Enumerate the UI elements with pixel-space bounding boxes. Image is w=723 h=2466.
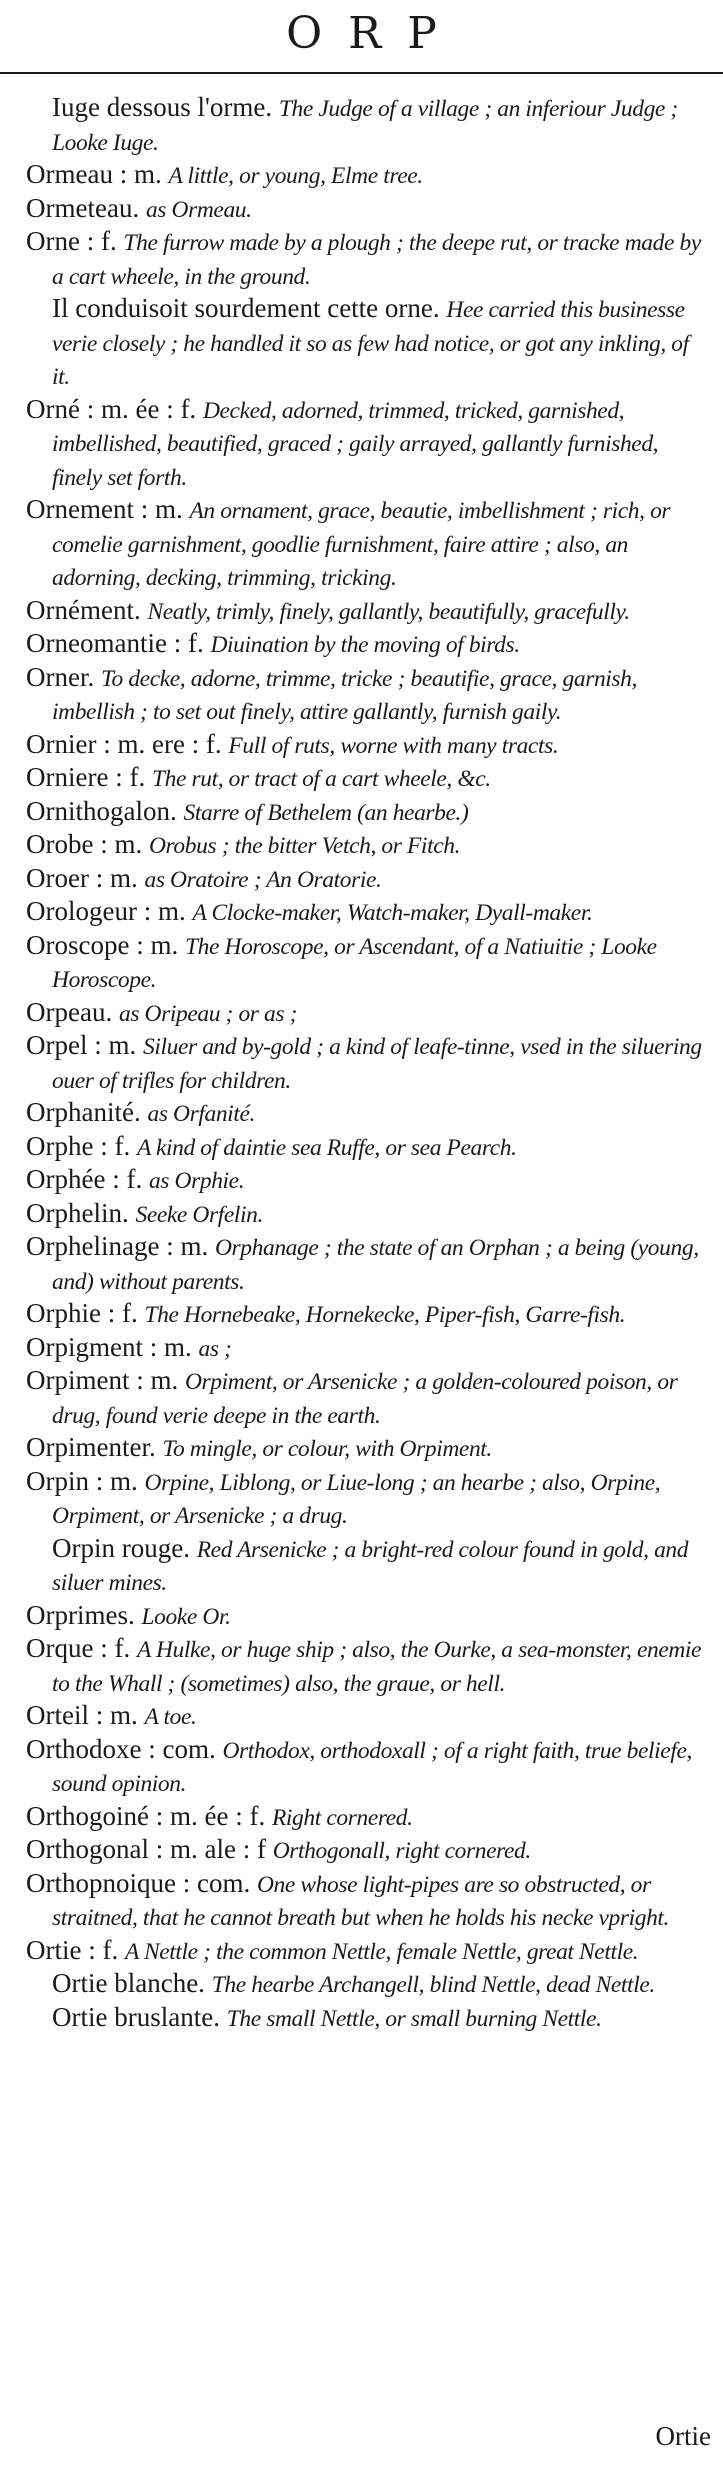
entry-headword: Orné : m. ée : f.: [26, 393, 197, 424]
entry-definition: as Oratoire ; An Oratorie.: [144, 866, 382, 893]
entry-headword: Orteil : m.: [26, 1700, 138, 1730]
dictionary-entry: [26, 1131, 704, 1165]
entry-definition: Seeke Orfelin.: [135, 1201, 263, 1228]
entry-definition: To decke, adorne, trimme, tricke ; beautifie, grace, garnish, imbellish ; to set out finely, attire gallantly, furnish gaily.: [52, 665, 637, 725]
dictionary-entry: [26, 863, 704, 897]
dictionary-entry: [26, 394, 704, 495]
entry-definition: The small Nettle, or small burning Nettle.: [226, 2005, 602, 2032]
entry-definition: One whose light-pipes are so obstructed, or straitned, that he cannot breath but when he holds his necke vpright.: [52, 1871, 670, 1931]
entry-definition: The Hornebeake, Hornekecke, Piper-fish, Garre-fish.: [144, 1302, 626, 1328]
entry-headword: Orthogoiné : m. ée : f.: [26, 1800, 266, 1831]
dictionary-entry: [26, 1700, 704, 1734]
entry-headword: Orphée : f.: [26, 1164, 143, 1194]
dictionary-entry: [26, 226, 704, 293]
entry-headword: Orphelinage : m.: [26, 1231, 209, 1261]
entry-headword: Orobe : m.: [26, 829, 143, 859]
entry-definition: The hearbe Archangell, blind Nettle, dead Nettle.: [211, 1972, 655, 1998]
dictionary-entry: [26, 595, 704, 629]
dictionary-entry: [26, 662, 704, 729]
entry-definition: Siluer and by-gold ; a kind of leafe-tinne, vsed in the siluering ouer of trifles for children.: [52, 1034, 702, 1094]
entry-headword: Ormeau : m.: [26, 159, 162, 189]
dictionary-entry: [26, 1868, 704, 1935]
entry-headword: Orpin : m.: [26, 1465, 138, 1496]
entry-definition: Looke Or.: [141, 1603, 231, 1630]
entry-definition: Full of ruts, worne with many tracts.: [228, 732, 559, 759]
entry-headword: Ortie blanche.: [52, 1968, 205, 1998]
entry-headword: Il conduisoit sourdement cette orne.: [52, 293, 440, 323]
entry-definition: Decked, adorned, trimmed, tricked, garnished, imbellished, beautified, graced ; gaily arrayed, gallantly furnished, finely set forth.: [52, 397, 659, 491]
entry-definition: The rut, or tract of a cart wheele, &c.: [151, 766, 491, 792]
entry-definition: Right cornered.: [271, 1804, 413, 1831]
entry-headword: Orprimes.: [26, 1599, 135, 1630]
entry-definition: Neatly, trimly, finely, gallantly, beautifully, gracefully.: [147, 598, 630, 625]
entry-definition: as Orphie.: [148, 1168, 245, 1194]
entry-headword: Orner.: [26, 661, 95, 692]
dictionary-entry: [26, 494, 704, 595]
entry-headword: Orpeau.: [26, 996, 113, 1027]
entry-definition: A little, or young, Elme tree.: [168, 163, 423, 189]
dictionary-entry: [26, 1298, 704, 1332]
entry-headword: Ornithogalon.: [26, 795, 177, 826]
dictionary-entry: [26, 930, 704, 997]
dictionary-entry: [26, 1332, 704, 1366]
entry-headword: Orpin rouge.: [52, 1532, 190, 1563]
catchword: Ortie: [655, 2421, 711, 2451]
entry-definition: Orpine, Liblong, or Liue-long ; an hearbe ; also, Orpine, Orpiment, or Arsenicke ; a drug.: [52, 1469, 661, 1529]
entry-definition: Hee carried this businesse verie closely ; he handled it so as few had notice, or got any inkling, of it.: [52, 297, 689, 390]
dictionary-entry: [26, 159, 704, 193]
entry-definition: Orpiment, or Arsenicke ; a golden-coloured poison, or drug, found verie deepe in the earth.: [52, 1369, 678, 1429]
entry-headword: Orne : f.: [26, 226, 117, 256]
dictionary-entry: [26, 1198, 704, 1232]
entry-definition: as Ormeau.: [145, 196, 252, 223]
entry-headword: Orphelin.: [26, 1197, 129, 1228]
entry-definition: To mingle, or colour, with Orpiment.: [162, 1436, 492, 1462]
dictionary-entry: [26, 1231, 704, 1298]
sub-entry: [26, 2002, 704, 2036]
entry-definition: Diuination by the moving of birds.: [210, 632, 520, 658]
dictionary-entry: [26, 193, 704, 227]
entry-definition: as Orfanité.: [147, 1101, 255, 1127]
entry-definition: Orphanage ; the state of an Orphan ; a being (young, and) without parents.: [52, 1235, 699, 1295]
entry-definition: A Clocke-maker, Watch-maker, Dyall-maker.: [192, 900, 593, 926]
running-head: ORP: [286, 8, 463, 59]
dictionary-entry: [26, 729, 704, 763]
entry-definition: A toe.: [144, 1704, 197, 1730]
dictionary-entry: [26, 796, 704, 830]
dictionary-entry: [26, 1801, 704, 1835]
entry-headword: Orthopnoique : com.: [26, 1867, 251, 1898]
entry-headword: Orologeur : m.: [26, 896, 186, 926]
sub-entry: [26, 1533, 704, 1600]
dictionary-entry: [26, 1097, 704, 1131]
entry-definition: Orobus ; the bitter Vetch, or Fitch.: [148, 833, 461, 859]
dictionary-entry: [26, 997, 704, 1031]
dictionary-entry: [26, 1600, 704, 1634]
dictionary-entry: [26, 896, 704, 930]
dictionary-entry: [26, 1432, 704, 1466]
entry-headword: Orniere : f.: [26, 762, 146, 792]
entry-definition: Orthogonall, right cornered.: [272, 1838, 531, 1864]
entry-headword: Orque : f.: [26, 1633, 131, 1663]
entry-headword: Oroer : m.: [26, 862, 138, 893]
header-rule: [0, 72, 723, 74]
entry-headword: Orphe : f.: [26, 1130, 131, 1161]
entry-headword: Orphanité.: [26, 1097, 141, 1127]
entry-headword: Orpiment : m.: [26, 1365, 179, 1395]
dictionary-entry: [26, 1734, 704, 1801]
dictionary-entry: [26, 829, 704, 863]
entry-definition: The furrow made by a plough ; the deepe rut, or tracke made by a cart wheele, in the ground.: [52, 230, 701, 290]
entry-headword: Orpigment : m.: [26, 1331, 192, 1362]
entry-definition: Starre of Bethelem (an hearbe.): [183, 799, 469, 826]
sub-entry: [26, 92, 704, 159]
entry-headword: Oroscope : m.: [26, 929, 179, 960]
dictionary-entry: [26, 1834, 704, 1868]
dictionary-entry: [26, 1466, 704, 1533]
entry-definition: An ornament, grace, beautie, imbellishment ; rich, or comelie garnishment, goodlie furnishment, faire attire ; also, an adorning, decking, trimming, tricking.: [52, 498, 671, 591]
entry-definition: as Oripeau ; or as ;: [118, 1000, 298, 1027]
entry-headword: Ortie : f.: [26, 1934, 119, 1965]
entry-definition: A Hulke, or huge ship ; also, the Ourke, a sea-monster, enemie to the Whall ; (sometimes) also, the graue, or hell.: [52, 1637, 702, 1697]
entry-headword: Orpimenter.: [26, 1432, 156, 1462]
dictionary-entry: [26, 762, 704, 796]
entry-headword: Orthogonal : m. ale : f: [26, 1834, 266, 1864]
entry-headword: Ornement : m.: [26, 494, 183, 524]
dictionary-entry: [26, 1164, 704, 1198]
entry-definition: Orthodox, orthodoxall ; of a right faith, true beliefe, sound opinion.: [52, 1737, 692, 1797]
dictionary-entry: [26, 1030, 704, 1097]
entry-definition: The Horoscope, or Ascendant, of a Natiuitie ; Looke Horoscope.: [52, 933, 657, 993]
entry-definition: A Nettle ; the common Nettle, female Nettle, great Nettle.: [124, 1938, 639, 1965]
entry-definition: Red Arsenicke ; a bright-red colour found in gold, and siluer mines.: [52, 1536, 689, 1596]
entry-headword: Ortie bruslante.: [52, 2001, 220, 2032]
dictionary-entry: [26, 1365, 704, 1432]
entry-headword: Ormeteau.: [26, 192, 140, 223]
entry-headword: Ornément.: [26, 594, 141, 625]
sub-entry: [26, 293, 704, 394]
dictionary-entry: [26, 628, 704, 662]
entry-headword: Orthodoxe : com.: [26, 1733, 216, 1764]
entry-definition: A kind of daintie sea Ruffe, or sea Pearch.: [136, 1134, 517, 1161]
entry-list: [26, 92, 704, 2035]
entry-headword: Iuge dessous l'orme.: [52, 92, 273, 122]
entry-definition: The Judge of a village ; an inferiour Judge ; Looke Iuge.: [52, 96, 678, 156]
entry-definition: as ;: [198, 1335, 232, 1362]
dictionary-entry: [26, 1633, 704, 1700]
entry-headword: Orpel : m.: [26, 1030, 137, 1060]
entry-headword: Orneomantie : f.: [26, 628, 204, 658]
sub-entry: [26, 1968, 704, 2002]
entry-headword: Orphie : f.: [26, 1298, 138, 1328]
entry-headword: Ornier : m. ere : f.: [26, 728, 222, 759]
dictionary-entry: [26, 1935, 704, 1969]
